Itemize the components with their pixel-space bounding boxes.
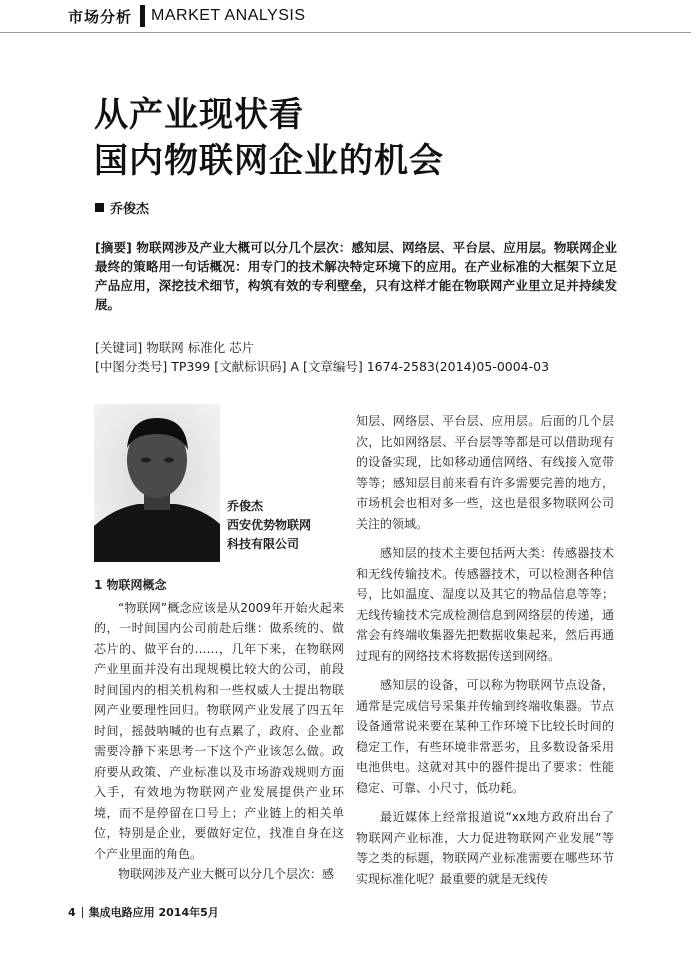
journal-issue: 集成电路应用 2014年5月 (88, 906, 219, 919)
abstract: [摘要] 物联网涉及产业大概可以分几个层次：感知层、网络层、平台层、应用层。物联网企业最终的策略用一句话概况：用专门的技术解决特定环境下的应用。在产业标准的大框架下立足产品应用，深挖技术细节，构筑有效的专利壁垒，只有这样才能在物联网产业里立足并持续发展。 (95, 240, 617, 312)
body-column-left (94, 575, 344, 885)
section-heading: 1 物联网概念 (94, 578, 167, 592)
article-meta (95, 338, 625, 376)
article-title (94, 92, 444, 184)
section-label-cn: 市场分析 (68, 7, 133, 26)
page-footer (68, 904, 219, 920)
header-rule (0, 32, 691, 33)
author-photo (94, 404, 220, 562)
caption-org-line-1: 西安优势物联网 (227, 518, 312, 532)
caption-name: 乔俊杰 (227, 499, 264, 513)
paragraph: 知层、网络层、平台层、应用层。后面的几个层次，比如网络层、平台层等等都是可以借助现有的设备实现，比如移动通信网络、有线接入宽带等等；感知层目前来看有许多需要完善的地方，市场机会也相对多一些，这也是很多物联网公司关注的领域。 (356, 414, 614, 531)
paragraph: 最近媒体上经常报道说“xx地方政府出台了物联网产业标准，大力促进物联网产业发展”等等之类的标题，物联网产业标准需要在哪些环节实现标准化呢？最重要的就是无线传 (356, 810, 614, 886)
page-number: 4 (68, 905, 76, 919)
footer-divider (82, 907, 83, 918)
paragraph: 感知层的技术主要包括两大类：传感器技术和无线传输技术。传感器技术，可以检测各种信号，比如温度、湿度以及其它的物品信息等等；无线传输技术完成检测信息到网络层的传递，通常会有终端收集器先把数据收集起来，然后再通过现有的网络技术将数据传送到网络。 (356, 546, 614, 663)
body-column-right (356, 411, 614, 889)
square-bullet-icon (95, 203, 104, 212)
classification-info: [中图分类号] TP399 [文献标识码] A [文章编号] 1674-2583(2014)05-0004-03 (95, 359, 550, 374)
paragraph: 物联网涉及产业大概可以分几个层次：感 (118, 867, 335, 881)
author-caption (227, 497, 311, 554)
title-line-2: 国内物联网企业的机会 (94, 141, 444, 181)
author-name: 乔俊杰 (110, 202, 150, 217)
header-divider (140, 5, 145, 27)
byline (95, 198, 149, 217)
section-header (68, 4, 306, 28)
section-label-en: MARKET ANALYSIS (151, 7, 306, 24)
paragraph: 感知层的设备，可以称为物联网节点设备，通常是完成信号采集并传输到终端收集器。节点设备通常说来要在某种工作环境下比较长时间的稳定工作，有些环境非常恶劣，且多数设备采用电池供电。这就对其中的器件提出了要求：性能稳定、可靠、小尺寸，低功耗。 (356, 678, 614, 795)
paragraph: “物联网”概念应该是从2009年开始火起来的，一时间国内公司前赴后继：做系统的、做芯片的、做平台的……，几年下来，在物联网产业里面并没有出现规模比较大的公司，前段时间国内的相关机构和一些权威人士提出物联网产业要理性回归。物联网产业发展了四五年时间，摇鼓呐喊的也有点累了，政府、企业都需要冷静下来思考一下这个产业该怎么做。政府要从政策、产业标准以及市场游戏规则方面入手，有效地为物联网产业发展提供产业环境，而不是停留在口号上；产业链上的相关单位，特别是企业，要做好定位，找准自身在这个产业里面的角色。 (94, 600, 344, 861)
title-line-1: 从产业现状看 (94, 95, 304, 135)
caption-org-line-2: 科技有限公司 (227, 537, 300, 551)
keywords: [关键词] 物联网 标准化 芯片 (95, 340, 255, 355)
